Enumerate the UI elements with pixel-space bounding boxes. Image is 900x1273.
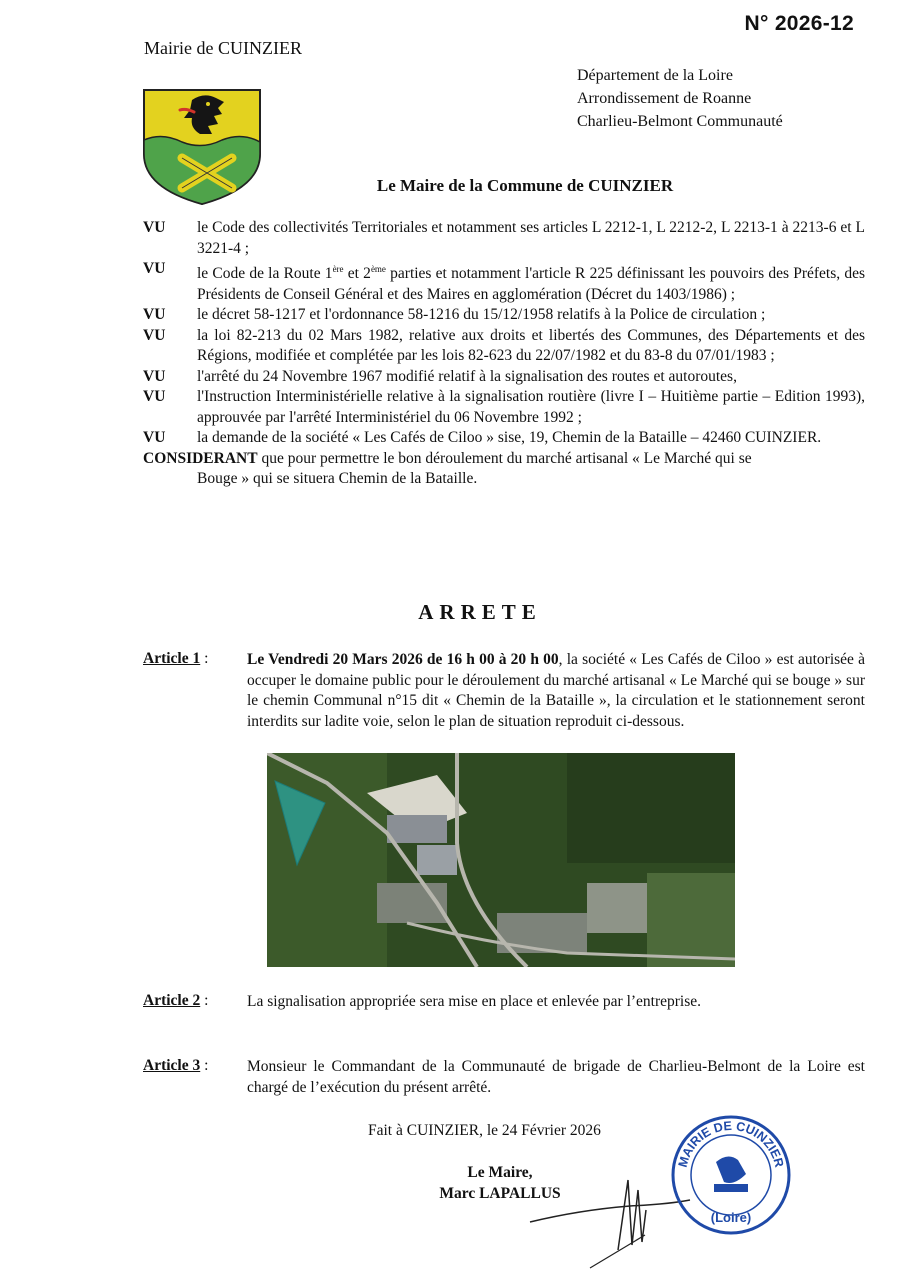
vu-text: la demande de la société « Les Cafés de Ciloo » sise, 19, Chemin de la Bataille – 42460 CUINZIER. — [197, 429, 822, 447]
vu-label: VU — [143, 326, 166, 344]
vu-item — [143, 218, 865, 259]
article-3-label: Article 3 : — [143, 1057, 209, 1074]
decree-title: Le Maire de la Commune de CUINZIER — [376, 176, 674, 195]
vu-text: le Code des collectivités Territoriales et notamment ses articles L 2212-1, L 2212-2, L 2213-1 à 2213-6 et L 3221-4 ; — [197, 219, 865, 257]
dept-line: Charlieu-Belmont Communauté — [577, 113, 783, 130]
vu-label: VU — [143, 306, 166, 324]
article-2-text: La signalisation appropriée sera mise en place et enlevée par l’entreprise. — [247, 993, 702, 1010]
vu-label: VU — [143, 219, 166, 236]
arrete-heading: ARRETE — [418, 600, 542, 624]
considerant-text: que pour permettre le bon déroulement du marché artisanal « Le Marché qui se — [257, 449, 752, 467]
vu-item — [143, 305, 865, 326]
dept-line: Département de la Loire — [577, 67, 733, 84]
considerant-text-continued: Bouge » qui se situera Chemin de la Bataille. — [197, 470, 478, 488]
vu-text: la loi 82-213 du 02 Mars 1982, relative aux droits et libertés des Communes, des Départements et des Régions, modifiée et complétée par les lois 82-623 du 22/07/1982 et du 83-8 du 07/01/1983 ; — [197, 326, 865, 365]
vu-item — [143, 259, 865, 305]
article-3-text: Monsieur le Commandant de la Communauté de brigade de Charlieu-Belmont de la Loire est chargé de l’exécution du présent arrêté. — [247, 1058, 865, 1096]
official-stamp — [668, 1112, 794, 1238]
vu-label: VU — [143, 429, 166, 447]
legal-references — [143, 218, 865, 490]
vu-text: le décret 58-1217 et l'ordonnance 58-1216 du 15/12/1958 relatifs à la Police de circulation ; — [197, 306, 766, 324]
vu-text: l'arrêté du 24 Novembre 1967 modifié relatif à la signalisation des routes et autoroutes, — [197, 367, 737, 385]
considerant-label: CONSIDERANT — [143, 449, 258, 467]
vu-item — [143, 428, 865, 449]
situation-map — [267, 753, 735, 967]
signatory-role: Le Maire, — [467, 1164, 533, 1181]
stamp-bottom-text: (Loire) — [710, 1210, 752, 1225]
place-and-date: Fait à CUINZIER, le 24 Février 2026 — [368, 1122, 601, 1139]
vu-item — [143, 326, 865, 367]
vu-label: VU — [143, 388, 166, 406]
stamp-top-text: MAIRIE DE CUINZIER — [675, 1118, 787, 1169]
vu-label: VU — [143, 367, 166, 385]
considerant-clause — [143, 449, 865, 490]
article-2-label: Article 2 : — [143, 992, 209, 1009]
vu-item — [143, 387, 865, 428]
mairie-heading: Mairie de CUINZIER — [144, 38, 302, 58]
signatory-name: Marc LAPALLUS — [439, 1185, 561, 1202]
article-1-label: Article 1 : — [143, 650, 209, 667]
department-block — [577, 64, 783, 133]
vu-text: le Code de la Route 1ère et 2ème parties et notamment l'article R 225 définissant les pouvoirs des Préfets, des Présidents de Conseil Général et des Maires en agglomération (Décret du 1403/1986) ; — [197, 264, 865, 303]
document-number: N° 2026-12 — [744, 12, 854, 35]
article-1-text: Le Vendredi 20 Mars 2026 de 16 h 00 à 20 h 00, la société « Les Cafés de Ciloo » est autorisée à occuper le domaine public pour le déroulement du marché artisanal « Le Marché qui se bouge » sur le chemin Communal n°15 dit « Chemin de la Bataille », la circulation et le stationnement seront interdits sur ladite voie, selon le plan de situation reproduit ci-dessous. — [247, 651, 865, 730]
vu-label: VU — [143, 260, 166, 277]
dept-line: Arrondissement de Roanne — [577, 90, 752, 107]
vu-text: l'Instruction Interministérielle relative à la signalisation routière (livre I – Huitième partie – Edition 1993), approuvée par l'arrêté Interministériel du 06 Novembre 1992 ; — [197, 388, 865, 426]
vu-item — [143, 367, 865, 388]
